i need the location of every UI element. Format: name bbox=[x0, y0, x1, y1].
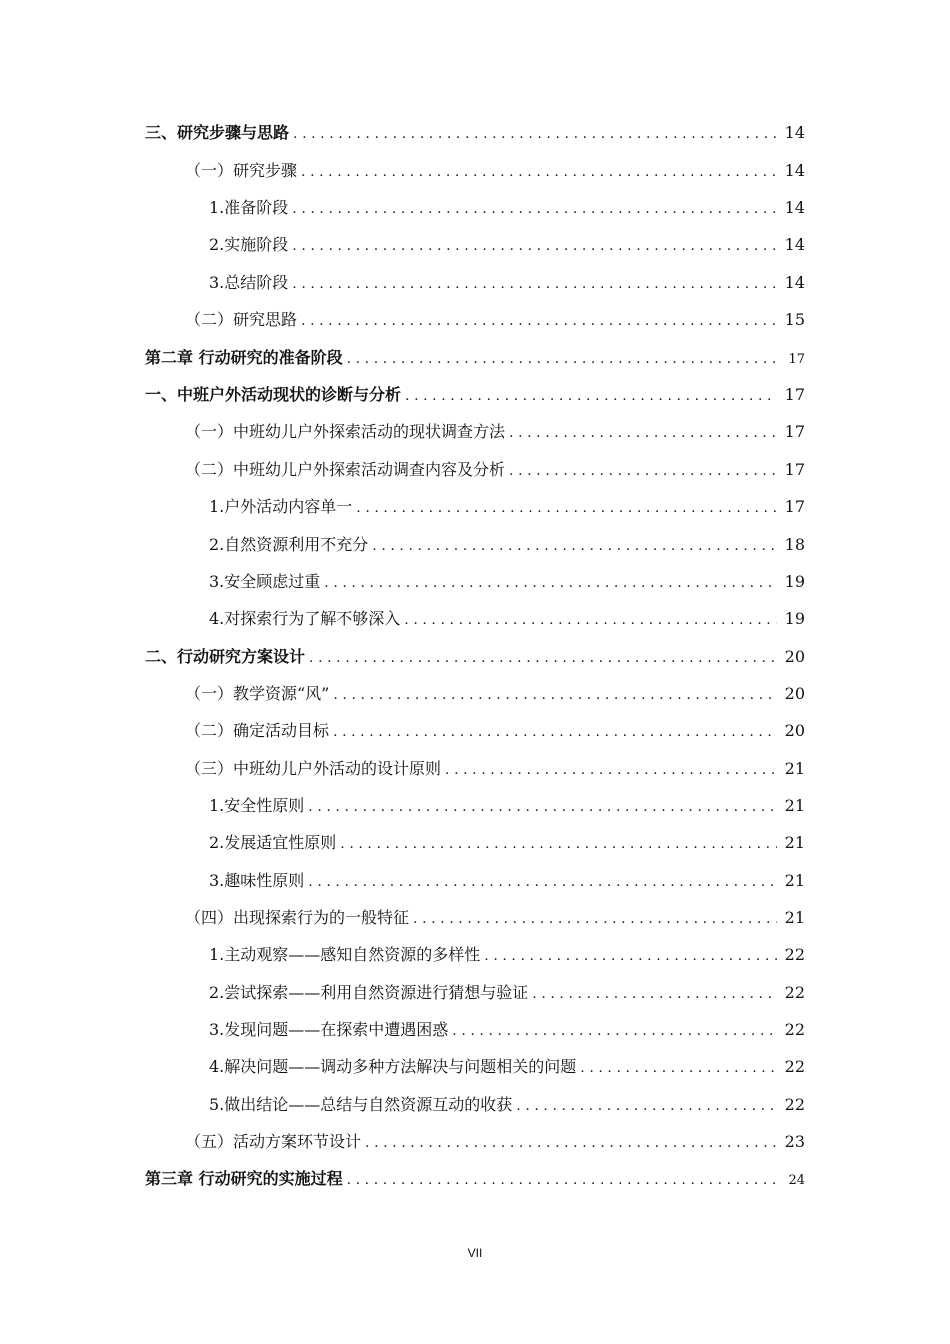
toc-entry[interactable] bbox=[145, 384, 805, 407]
toc-entry[interactable] bbox=[209, 1094, 805, 1117]
toc-entry-page: 23 bbox=[784, 1132, 805, 1151]
toc-leader-dots bbox=[372, 535, 776, 557]
toc-entry-title: 3.趣味性原则 bbox=[209, 871, 305, 890]
toc-entry-page: 14 bbox=[784, 161, 805, 180]
toc-entry-title: （五）活动方案环节设计 bbox=[185, 1132, 362, 1151]
toc-entry[interactable] bbox=[209, 571, 805, 594]
toc-entry[interactable] bbox=[209, 982, 805, 1005]
toc-entry-title: 三、研究步骤与思路 bbox=[145, 123, 290, 142]
toc-entry-title: 5.做出结论——总结与自然资源互动的收获 bbox=[209, 1095, 513, 1114]
toc-entry[interactable] bbox=[185, 1131, 805, 1154]
toc-leader-dots bbox=[532, 983, 776, 1005]
toc-leader-dots bbox=[293, 123, 777, 145]
toc-leader-dots bbox=[509, 422, 777, 444]
toc-entry[interactable] bbox=[209, 234, 805, 257]
toc-entry-page: 17 bbox=[784, 497, 805, 516]
toc-entry[interactable] bbox=[145, 347, 805, 371]
toc-entry[interactable] bbox=[209, 1019, 805, 1042]
toc-leader-dots bbox=[292, 198, 776, 220]
toc-entry-title: 4.解决问题——调动多种方法解决与问题相关的问题 bbox=[209, 1057, 577, 1076]
toc-entry-page: 21 bbox=[784, 833, 805, 852]
toc-entry-title: 4.对探索行为了解不够深入 bbox=[209, 609, 401, 628]
toc-entry[interactable] bbox=[185, 459, 805, 482]
toc-entry[interactable] bbox=[185, 907, 805, 930]
toc-entry-page: 19 bbox=[784, 572, 805, 591]
toc-leader-dots bbox=[308, 796, 776, 818]
toc-entry[interactable] bbox=[209, 534, 805, 557]
toc-entry[interactable] bbox=[209, 870, 805, 893]
toc-leader-dots bbox=[404, 609, 776, 631]
toc-leader-dots bbox=[405, 385, 777, 407]
toc-entry-title: （一）研究步骤 bbox=[185, 161, 298, 180]
toc-entry[interactable] bbox=[145, 122, 805, 145]
toc-entry-page: 14 bbox=[784, 235, 805, 254]
toc-leader-dots bbox=[484, 945, 776, 967]
toc-leader-dots bbox=[308, 871, 776, 893]
toc-entry[interactable] bbox=[145, 646, 805, 669]
toc-entry-page: 20 bbox=[784, 721, 805, 740]
toc-entry-title: （一）教学资源“风” bbox=[185, 684, 330, 703]
toc-leader-dots bbox=[580, 1057, 776, 1079]
toc-entry-title: （一）中班幼儿户外探索活动的现状调查方法 bbox=[185, 422, 506, 441]
toc-entry-page: 22 bbox=[784, 945, 805, 964]
toc-leader-dots bbox=[452, 1020, 776, 1042]
toc-entry[interactable] bbox=[209, 496, 805, 519]
toc-entry[interactable] bbox=[209, 832, 805, 855]
toc-leader-dots bbox=[445, 759, 777, 781]
toc-entry[interactable] bbox=[209, 608, 805, 631]
toc-entry-title: 1.户外活动内容单一 bbox=[209, 497, 353, 516]
toc-entry-page: 15 bbox=[784, 310, 805, 329]
toc-entry[interactable] bbox=[185, 683, 805, 706]
toc-leader-dots bbox=[324, 572, 776, 594]
toc-leader-dots bbox=[292, 235, 776, 257]
toc-entry-page: 18 bbox=[784, 535, 805, 554]
toc-entry[interactable] bbox=[185, 421, 805, 444]
toc-leader-dots bbox=[365, 1132, 777, 1154]
toc-entry-title: （二）研究思路 bbox=[185, 310, 298, 329]
toc-entry-title: （二）中班幼儿户外探索活动调查内容及分析 bbox=[185, 460, 506, 479]
toc-entry[interactable] bbox=[209, 197, 805, 220]
toc-entry-page: 14 bbox=[784, 198, 805, 217]
toc-leader-dots bbox=[301, 161, 777, 183]
toc-entry-title: 3.安全顾虑过重 bbox=[209, 572, 321, 591]
toc-entry-title: （四）出现探索行为的一般特征 bbox=[185, 908, 410, 927]
toc-entry-title: 2.发展适宜性原则 bbox=[209, 833, 337, 852]
toc-entry[interactable] bbox=[185, 309, 805, 332]
toc-entry[interactable] bbox=[185, 160, 805, 183]
toc-entry-page: 14 bbox=[784, 123, 805, 142]
toc-entry-page: 21 bbox=[784, 871, 805, 890]
toc-entry[interactable] bbox=[185, 758, 805, 781]
toc-leader-dots bbox=[292, 273, 776, 295]
toc-leader-dots bbox=[347, 348, 779, 370]
toc-leader-dots bbox=[301, 310, 777, 332]
toc-entry-title: 3.发现问题——在探索中遭遇困惑 bbox=[209, 1020, 449, 1039]
toc-entry-title: 1.准备阶段 bbox=[209, 198, 289, 217]
toc-entry[interactable] bbox=[209, 795, 805, 818]
toc-leader-dots bbox=[340, 833, 776, 855]
toc-entry-page: 20 bbox=[784, 684, 805, 703]
toc-entry-title: （三）中班幼儿户外活动的设计原则 bbox=[185, 759, 442, 778]
toc-leader-dots bbox=[516, 1095, 776, 1117]
toc-leader-dots bbox=[413, 908, 777, 930]
toc-leader-dots bbox=[509, 460, 777, 482]
toc-entry-page: 21 bbox=[784, 759, 805, 778]
toc-leader-dots bbox=[333, 721, 777, 743]
toc-leader-dots bbox=[333, 684, 776, 706]
toc-entry-page: 17 bbox=[784, 460, 805, 479]
toc-entry[interactable] bbox=[185, 720, 805, 743]
toc-entry-title: （二）确定活动目标 bbox=[185, 721, 330, 740]
toc-entry-page: 17 bbox=[784, 385, 805, 404]
toc-leader-dots bbox=[347, 1169, 779, 1191]
toc-entry[interactable] bbox=[209, 272, 805, 295]
toc-entry[interactable] bbox=[209, 944, 805, 967]
toc-entry-page: 19 bbox=[784, 609, 805, 628]
toc-leader-dots bbox=[309, 647, 777, 669]
toc-entry-title: 2.尝试探索——利用自然资源进行猜想与验证 bbox=[209, 983, 529, 1002]
toc-entry-page: 14 bbox=[784, 273, 805, 292]
page-number: VII bbox=[467, 1246, 483, 1260]
toc-entry-page: 22 bbox=[784, 1095, 805, 1114]
toc-leader-dots bbox=[356, 497, 776, 519]
toc-entry-title: 3.总结阶段 bbox=[209, 273, 289, 292]
toc-entry-page: 20 bbox=[784, 647, 805, 666]
toc-entry[interactable] bbox=[209, 1056, 805, 1079]
toc-entry-title: 1.安全性原则 bbox=[209, 796, 305, 815]
toc-entry-page: 22 bbox=[784, 1057, 805, 1076]
toc-entry-page: 21 bbox=[784, 908, 805, 927]
toc-entry-page: 22 bbox=[784, 983, 805, 1002]
toc-entry-title: 2.实施阶段 bbox=[209, 235, 289, 254]
toc-entry-page: 17 bbox=[784, 422, 805, 441]
toc-entry-page: 21 bbox=[784, 796, 805, 815]
toc-entry-page: 22 bbox=[784, 1020, 805, 1039]
toc-entry-page: 17 bbox=[788, 352, 805, 367]
toc-entry-title: 第三章 行动研究的实施过程 bbox=[145, 1169, 343, 1188]
toc-entry[interactable] bbox=[145, 1168, 805, 1192]
toc-entry-page: 24 bbox=[788, 1173, 805, 1188]
toc-entry-title: 2.自然资源利用不充分 bbox=[209, 535, 369, 554]
toc-entry-title: 第二章 行动研究的准备阶段 bbox=[145, 348, 343, 367]
toc-entry-title: 1.主动观察——感知自然资源的多样性 bbox=[209, 945, 481, 964]
toc-entry-title: 一、中班户外活动现状的诊断与分析 bbox=[145, 385, 402, 404]
toc-entry-title: 二、行动研究方案设计 bbox=[145, 647, 306, 666]
